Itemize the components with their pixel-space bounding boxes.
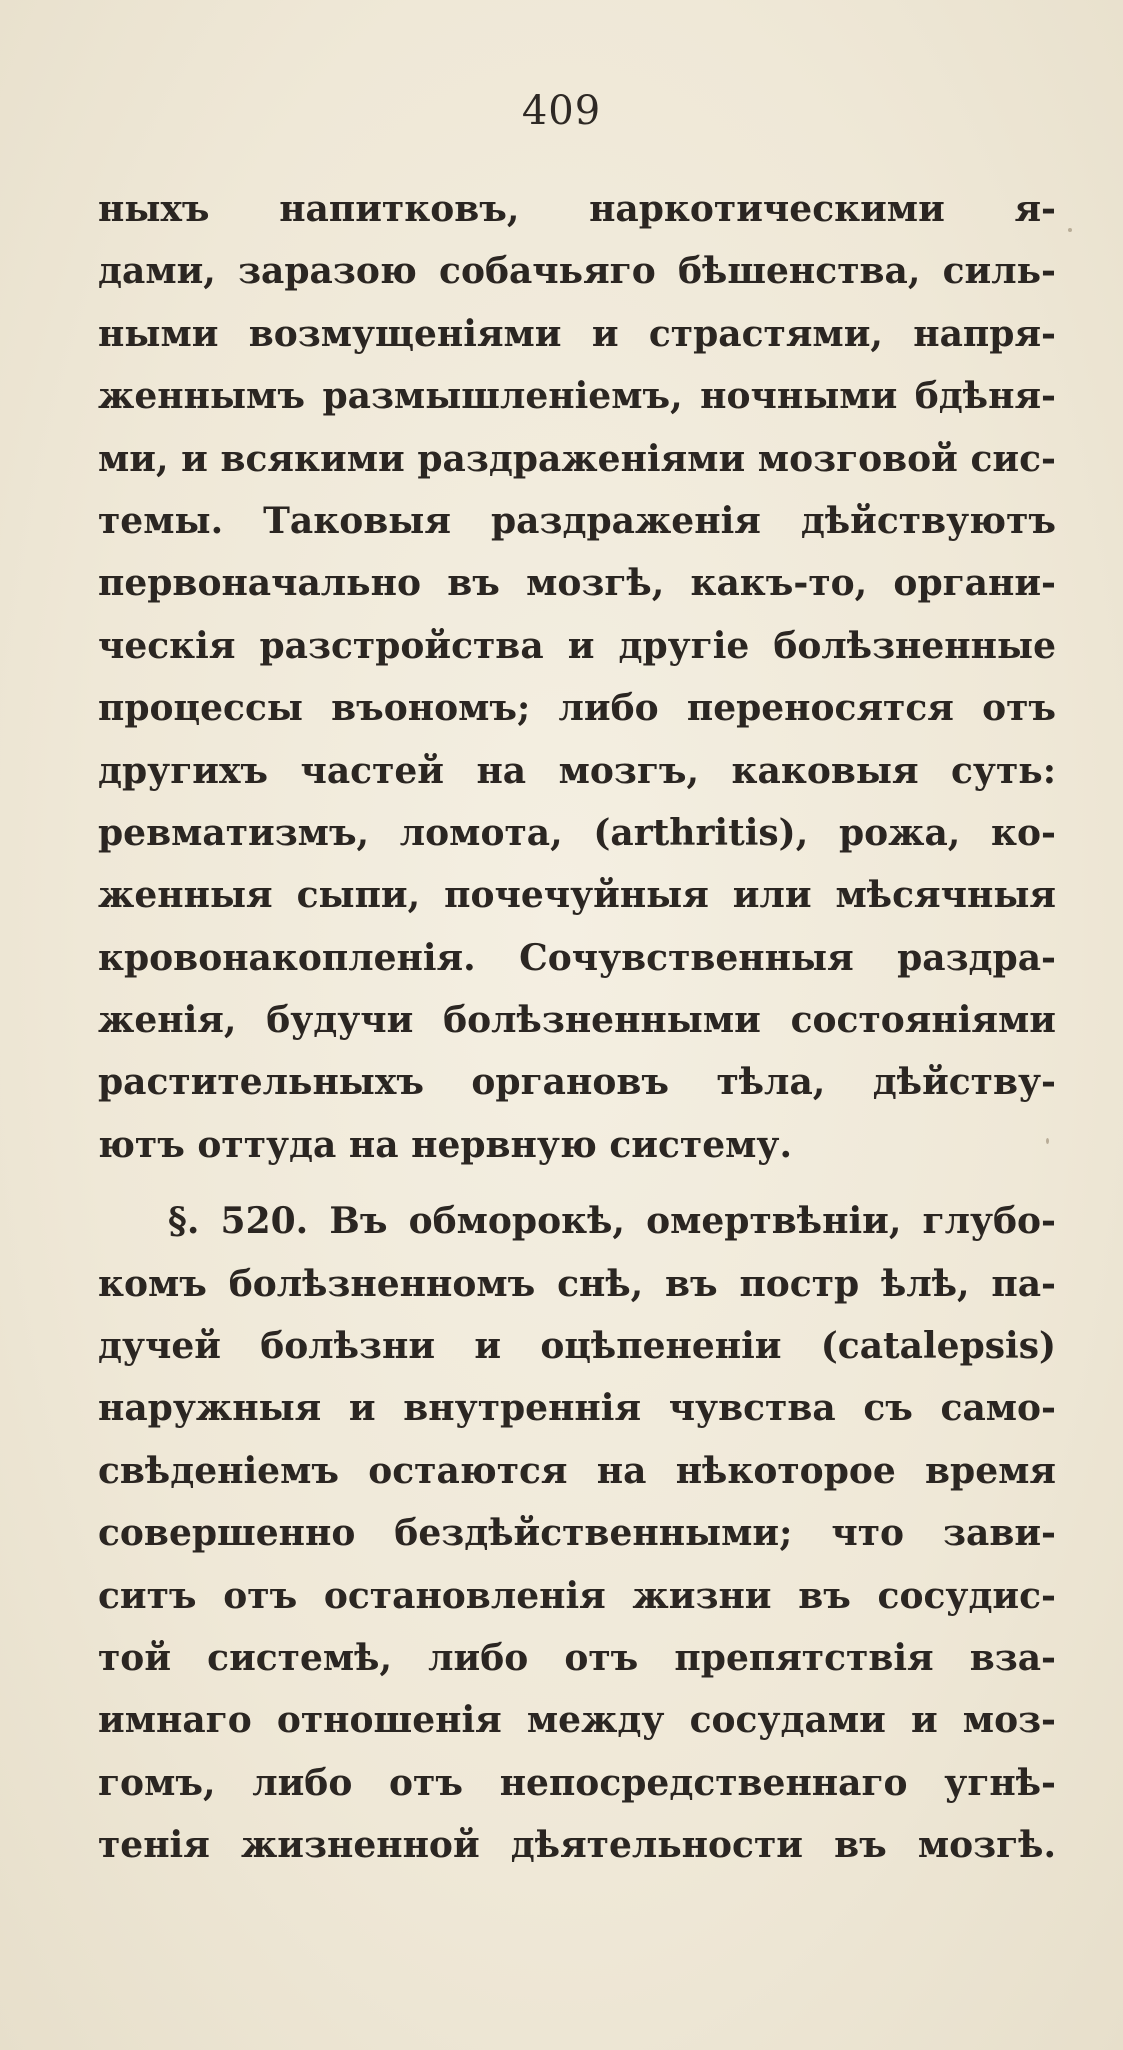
text-line: кровонакопленія. Сочувственныя раздра-: [98, 936, 1056, 979]
paragraph-gap: [98, 1176, 1056, 1190]
text-line: гомъ, либо отъ непосредственнаго угнѣ-: [98, 1761, 1056, 1804]
text-line: ревматизмъ, ломота, (arthritis), рожа, ко-: [98, 811, 1056, 854]
text-line: темы. Таковыя раздраженія дѣйствуютъ: [98, 499, 1056, 542]
body-text: [98, 178, 1056, 1877]
text-line: тенія жизненной дѣятельности въ мозгѣ.: [98, 1824, 1056, 1867]
paper-speck: [1068, 228, 1072, 232]
text-line: комъ болѣзненномъ снѣ, въ постр ѣлѣ, па-: [98, 1262, 1056, 1305]
text-line: растительныхъ органовъ тѣла, дѣйству-: [98, 1061, 1056, 1104]
text-line: ныхъ напитковъ, наркотическими я-: [98, 188, 1056, 230]
text-line: женнымъ размышленіемъ, ночными бдѣня-: [98, 375, 1056, 418]
text-line: ми, и всякими раздраженіями мозговой сис-: [98, 437, 1056, 480]
page-number: 409: [521, 88, 602, 134]
text-line: свѣденіемъ остаются на нѣкоторое время: [98, 1449, 1056, 1492]
text-line: первоначально въ мозгѣ, какъ-то, органи-: [98, 562, 1056, 605]
text-line: другихъ частей на мозгъ, каковыя суть:: [98, 749, 1056, 792]
text-line: дами, заразою собачьяго бѣшенства, силь-: [98, 250, 1056, 293]
text-line: имнаго отношенія между сосудами и моз-: [98, 1699, 1056, 1742]
text-line: ситъ отъ остановленія жизни въ сосудис-: [98, 1574, 1056, 1617]
text-line: ческія разстройства и другіе болѣзненные: [98, 624, 1056, 667]
text-line: совершенно бездѣйственными; что зави-: [98, 1512, 1056, 1555]
text-line: ными возмущеніями и страстями, напря-: [98, 312, 1056, 355]
paragraph-2: [98, 1190, 1056, 1876]
text-line: §. 520. Въ обморокѣ, омертвѣніи, глубо-: [168, 1200, 1056, 1243]
paragraph-1: [98, 178, 1056, 1176]
text-line: женія, будучи болѣзненными состояніями: [98, 999, 1056, 1042]
text-line: женныя сыпи, почечуйныя или мѣсячныя: [98, 874, 1056, 917]
text-line: ютъ оттуда на нервную систему.: [98, 1123, 792, 1166]
text-line: дучей болѣзни и оцѣпененіи (catalepsis): [98, 1325, 1056, 1368]
text-line: той системѣ, либо отъ препятствія вза-: [98, 1636, 1056, 1679]
text-line: наружныя и внутреннія чувства съ само-: [98, 1387, 1056, 1430]
text-line: процессы въономъ; либо переносятся отъ: [98, 687, 1056, 730]
